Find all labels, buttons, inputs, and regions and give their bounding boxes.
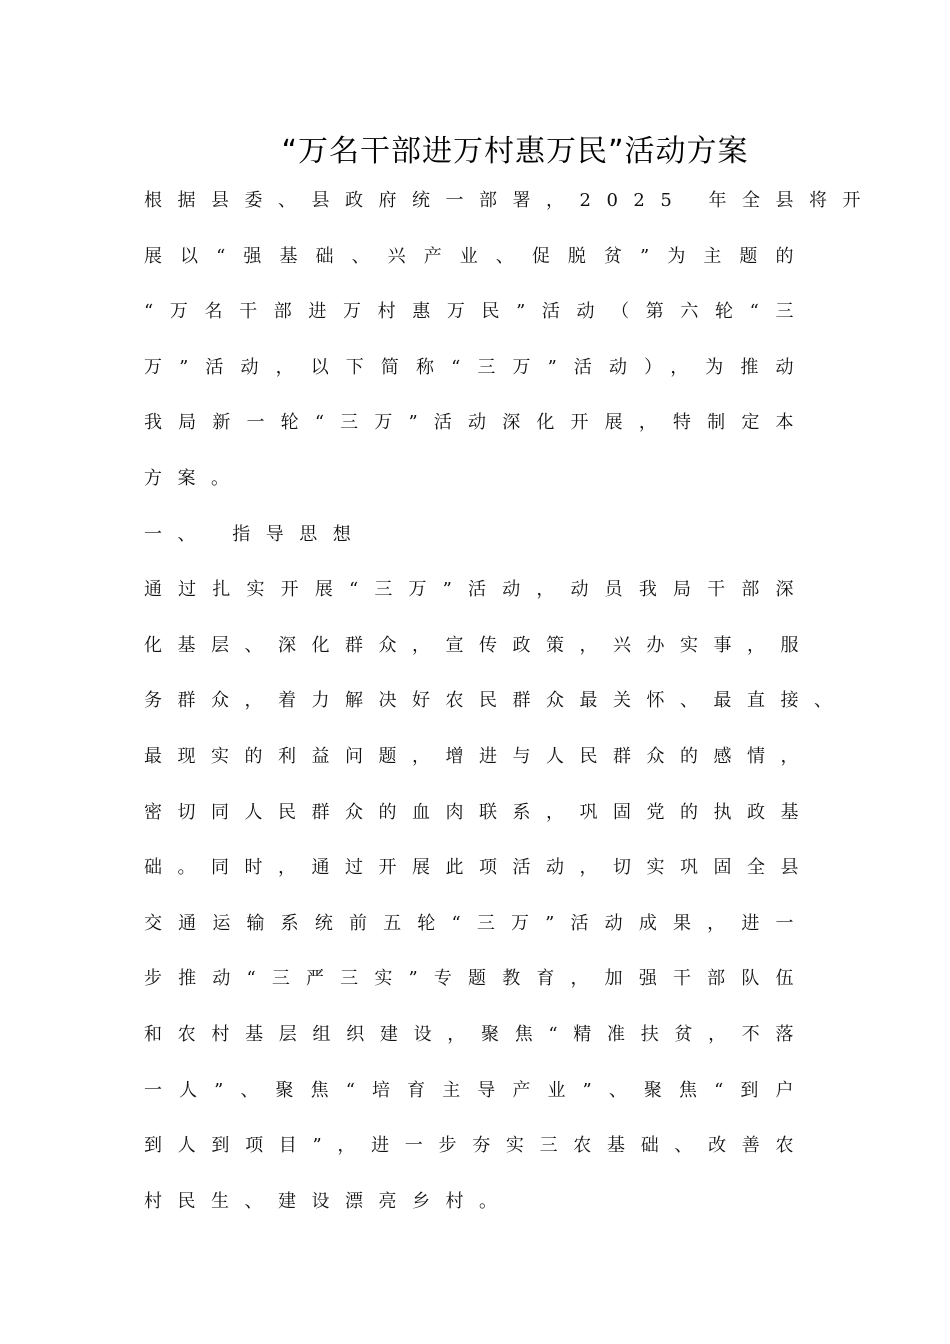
body-line-16: 和农村基层组织建设，聚焦“精准扶贫，不落 bbox=[144, 1023, 809, 1045]
body-line-14: 交通运输系统前五轮“三万”活动成果，进一 bbox=[144, 912, 809, 934]
body-line-3: “万名干部进万村惠万民”活动（第六轮“三 bbox=[144, 301, 809, 323]
body-line-9: 化基层、深化群众，宣传政策，兴办实事，服 bbox=[144, 634, 814, 656]
body-line-4: 万”活动，以下简称“三万”活动），为推动 bbox=[144, 356, 809, 378]
body-line-11: 最现实的利益问题，增进与人民群众的感情， bbox=[144, 745, 814, 767]
body-line-19: 村民生、建设漂亮乡村。 bbox=[144, 1190, 513, 1212]
body-line-6: 方案。 bbox=[144, 467, 245, 489]
body-line-10: 务群众，着力解决好农民群众最关怀、最直接、 bbox=[144, 690, 848, 712]
section-heading-guiding-thought: 一、 指导思想 bbox=[144, 523, 367, 545]
body-line-18: 到人到项目”，进一步夯实三农基础、改善农 bbox=[144, 1135, 809, 1157]
body-line-5: 我局新一轮“三万”活动深化开展，特制定本 bbox=[144, 412, 809, 434]
body-line-15: 步推动“三严三实”专题教育，加强干部队伍 bbox=[144, 968, 809, 990]
body-line-17: 一人”、聚焦“培育主导产业”、聚焦“到户 bbox=[144, 1079, 809, 1101]
body-line-1: 根据县委、县政府统一部署，2025 年全县将开 bbox=[144, 190, 877, 211]
body-line-13: 础。同时，通过开展此项活动，切实巩固全县 bbox=[144, 857, 814, 879]
body-line-12: 密切同人民群众的血肉联系，巩固党的执政基 bbox=[144, 801, 814, 823]
body-line-8: 通过扎实开展“三万”活动，动员我局干部深 bbox=[144, 579, 809, 601]
document-title: “万名干部进万村惠万民”活动方案 bbox=[281, 134, 749, 169]
body-line-2: 展以“强基础、兴产业、促脱贫”为主题的 bbox=[144, 245, 809, 267]
document-body bbox=[144, 173, 877, 1229]
